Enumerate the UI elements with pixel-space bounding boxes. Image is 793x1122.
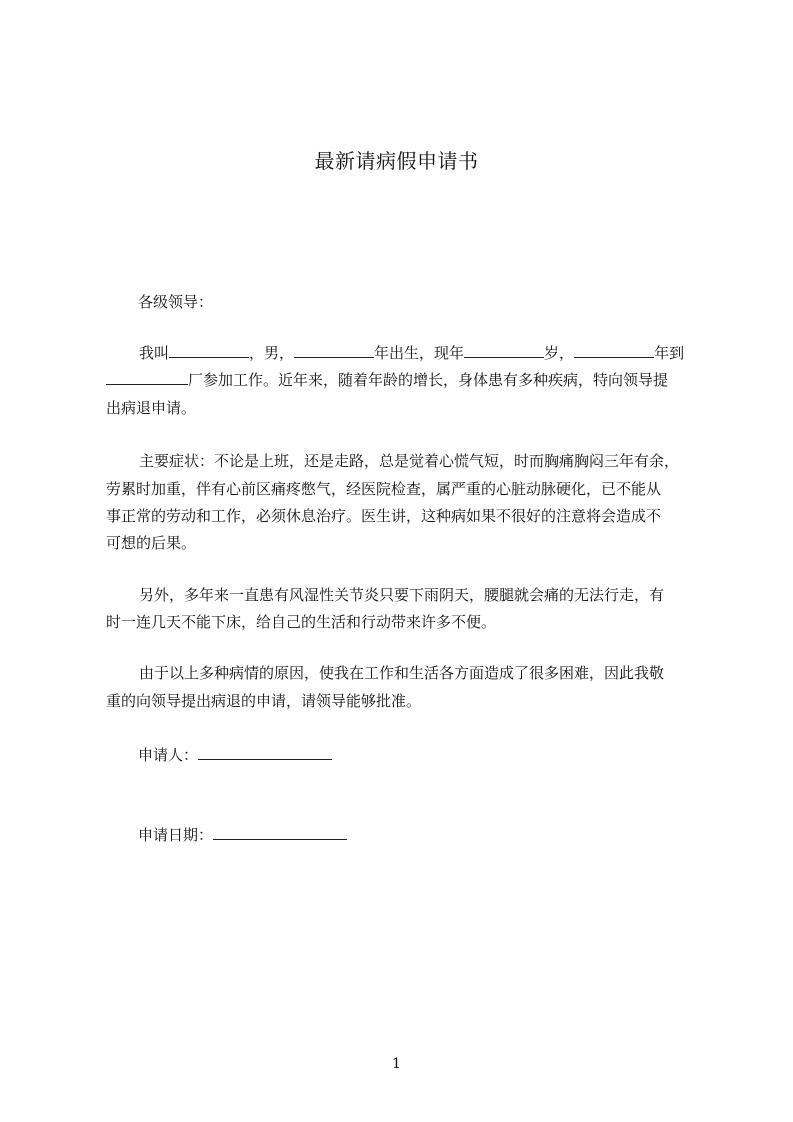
applicant-blank <box>198 745 332 760</box>
date-line <box>138 825 347 845</box>
paragraph-1-line-1 <box>139 343 684 363</box>
p1-text-4: 岁， <box>544 344 575 362</box>
name-blank <box>169 343 249 358</box>
birth-year-blank <box>294 343 374 358</box>
paragraph-1-line-3: 出病退申请。 <box>106 399 197 417</box>
paragraph-2-line-3: 事正常的劳动和工作，必须休息治疗。医生讲，这种病如果不很好的注意将会造成不 <box>106 507 662 525</box>
paragraph-2-line-1: 主要症状：不论是上班，还是走路，总是觉着心慌气短，时而胸痛胸闷三年有余， <box>139 452 680 470</box>
start-year-blank <box>574 343 654 358</box>
p1-text-1: 我叫 <box>139 344 170 362</box>
paragraph-4-line-1: 由于以上多种病情的原因，使我在工作和生活各方面造成了很多困难，因此我敬 <box>139 664 665 682</box>
paragraph-3-line-2: 时一连几天不能下床，给自己的生活和行动带来许多不便。 <box>106 613 497 631</box>
date-label: 申请日期： <box>138 826 214 844</box>
salutation: 各级领导： <box>138 293 214 311</box>
paragraph-3-line-1: 另外，多年来一直患有风湿性关节炎只要下雨阴天，腰腿就会痛的无法行走，有 <box>139 586 665 604</box>
applicant-line <box>138 745 332 765</box>
paragraph-2-line-4: 可想的后果。 <box>106 534 197 552</box>
p1-text-2: ，男， <box>249 344 295 362</box>
factory-blank <box>106 370 188 385</box>
page-number: 1 <box>392 1056 401 1072</box>
p1-text-6: 厂参加工作。近年来，随着年龄的增长，身体患有多种疾病，特向领导提 <box>188 371 669 389</box>
p1-text-3: 年出生，现年 <box>374 344 465 362</box>
paragraph-4-line-2: 重的向领导提出病退的申请，请领导能够批准。 <box>106 692 422 710</box>
paragraph-2-line-2: 劳累时加重，伴有心前区痛疼憋气，经医院检查，属严重的心脏动脉硬化，已不能从 <box>106 480 662 498</box>
p1-text-5: 年到 <box>654 344 685 362</box>
paragraph-1-line-2 <box>106 370 668 390</box>
document-title: 最新请病假申请书 <box>314 149 479 173</box>
applicant-label: 申请人： <box>138 746 199 764</box>
age-blank <box>464 343 544 358</box>
date-blank <box>213 825 347 840</box>
